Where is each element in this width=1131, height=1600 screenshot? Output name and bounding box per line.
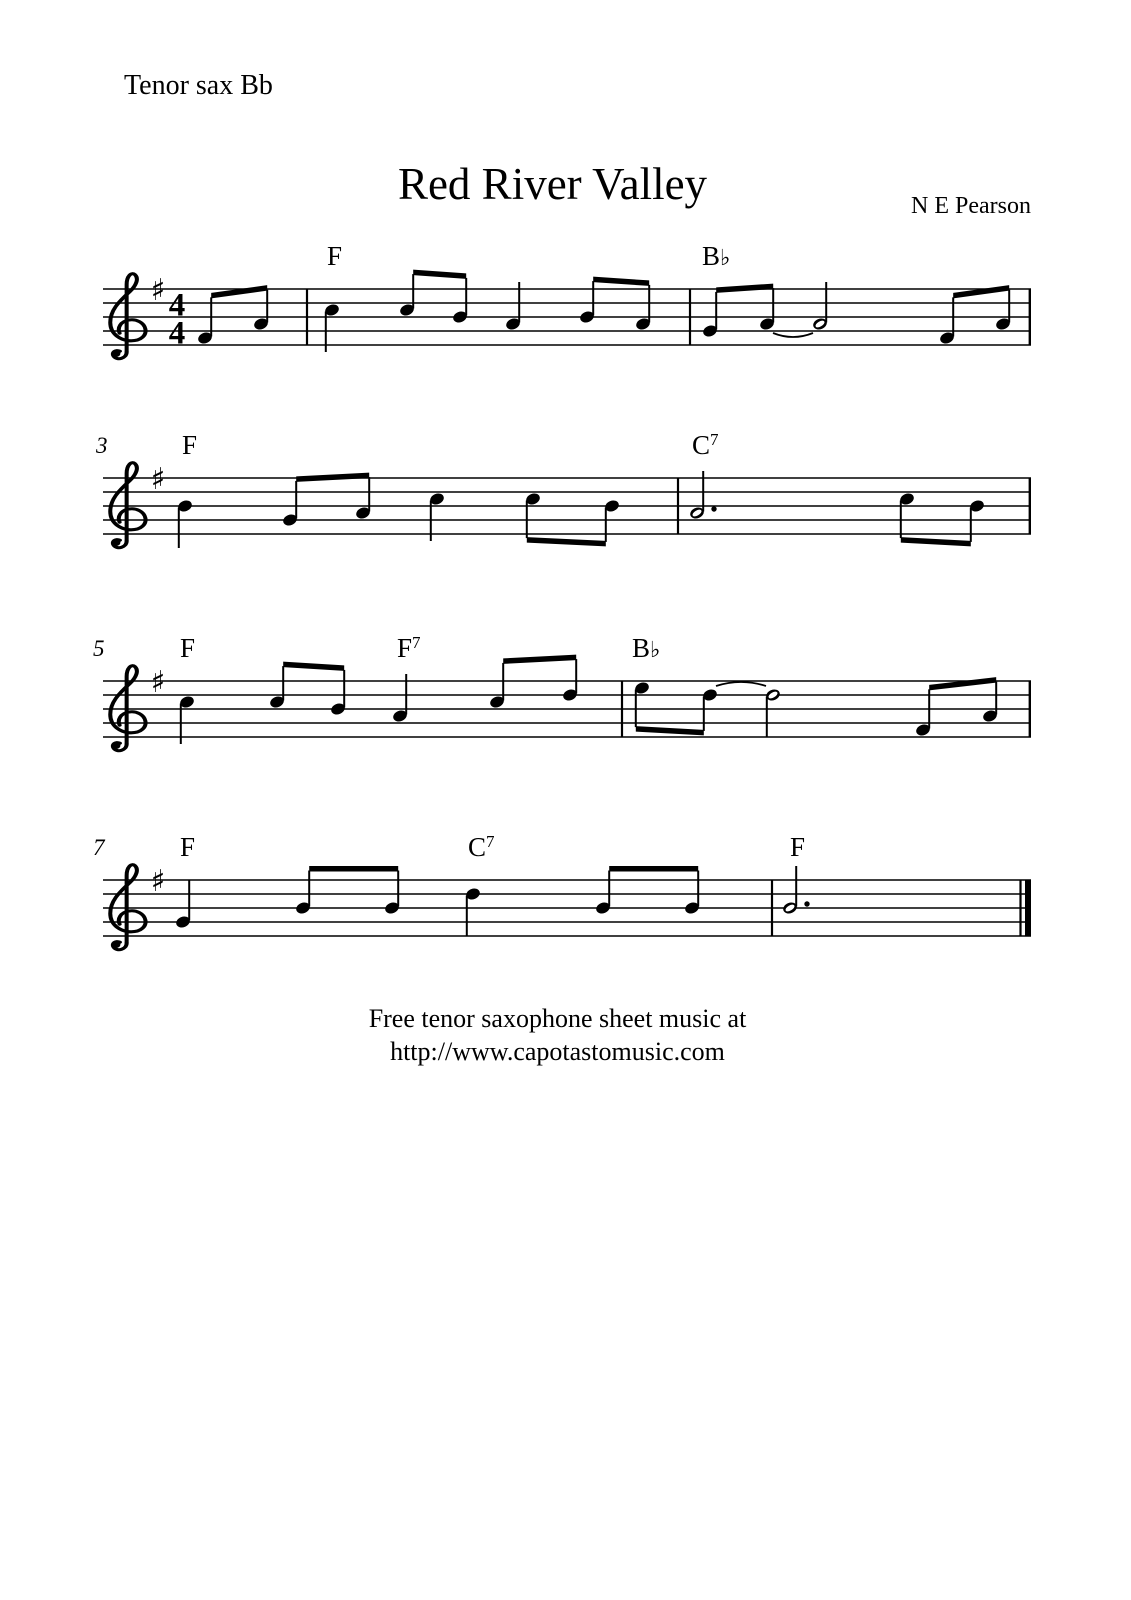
chord-symbol: F [180, 633, 196, 663]
augmentation-dot [804, 901, 809, 906]
clef-tail-blob [112, 350, 121, 357]
key-signature-sharp-icon: ♯ [150, 462, 166, 497]
clef-tail-blob [112, 941, 121, 948]
beam [211, 285, 267, 298]
note [489, 663, 506, 709]
beam [296, 473, 369, 482]
note [269, 666, 286, 709]
note [595, 871, 612, 916]
note [765, 688, 782, 737]
clef-body [110, 865, 145, 943]
measure-number: 5 [93, 636, 105, 661]
chord-symbol: F [327, 241, 343, 271]
staff-system-2 [103, 462, 1031, 548]
note [939, 297, 956, 345]
note [995, 290, 1012, 332]
beam [527, 537, 606, 546]
beam [716, 284, 773, 293]
chord-symbol: F [182, 430, 198, 460]
note [634, 681, 651, 727]
staff-system-4 [103, 864, 1031, 950]
chord-symbol: F [790, 832, 806, 862]
beam [593, 277, 649, 286]
note [915, 689, 932, 737]
beam [901, 537, 971, 546]
note [684, 871, 701, 916]
chord-symbol: B♭ [702, 241, 731, 271]
note [525, 492, 542, 538]
time-signature-denominator: 4 [168, 315, 186, 352]
clef-tail-blob [112, 742, 121, 749]
note [899, 492, 916, 538]
key-signature-sharp-icon: ♯ [150, 273, 166, 308]
measure-number: 3 [96, 433, 108, 458]
flat-icon: ♭ [720, 246, 731, 271]
footer-url: http://www.capotastomusic.com [390, 1037, 725, 1066]
composer-credit: N E Pearson [911, 193, 1031, 219]
chord-extension: 7 [710, 430, 719, 449]
note [197, 297, 214, 345]
note [399, 274, 416, 317]
note [177, 499, 194, 548]
final-barline-thick [1025, 880, 1031, 936]
note [384, 871, 401, 916]
beam [609, 866, 698, 872]
clef-body [110, 463, 145, 541]
note [759, 288, 776, 331]
chord-extension: 7 [486, 832, 495, 851]
beam [309, 866, 398, 872]
note [355, 477, 372, 520]
note [330, 670, 347, 716]
footer-credit: Free tenor saxophone sheet music at [368, 1004, 747, 1033]
beam [953, 285, 1009, 298]
key-signature-sharp-icon: ♯ [150, 665, 166, 700]
note [465, 887, 482, 936]
beam [503, 655, 576, 664]
augmentation-dot [711, 506, 716, 511]
beam [636, 726, 704, 735]
beam [413, 270, 466, 279]
staff-system-3 [103, 655, 1031, 751]
instrument-label: Tenor sax Bb [124, 70, 273, 101]
clef-tail-blob [112, 539, 121, 546]
note [175, 880, 192, 929]
clef-body [110, 666, 145, 744]
chord-symbol: $F^7$ [397, 633, 421, 663]
chord-symbol: $C^7$ [468, 832, 495, 862]
time-signature-numerator: 4 [168, 287, 186, 324]
tie [773, 333, 813, 337]
page-title: Red River Valley [397, 159, 708, 209]
measure-number: 7 [93, 835, 105, 860]
chord-symbol: $C^7$ [692, 430, 719, 460]
note [253, 290, 270, 332]
beam [929, 677, 996, 690]
note [982, 682, 999, 724]
note [702, 292, 719, 338]
key-signature-sharp-icon: ♯ [150, 864, 166, 899]
tie [716, 682, 766, 686]
clef-body [110, 274, 145, 352]
chord-symbol: B♭ [632, 633, 661, 663]
beam [283, 662, 344, 671]
chord-symbol: F [180, 832, 196, 862]
chord-extension: 7 [412, 633, 421, 652]
note [295, 871, 312, 916]
note [452, 278, 469, 324]
note [635, 285, 652, 331]
staff-system-1 [103, 270, 1031, 359]
flat-icon: ♭ [650, 638, 661, 663]
note [282, 481, 299, 527]
